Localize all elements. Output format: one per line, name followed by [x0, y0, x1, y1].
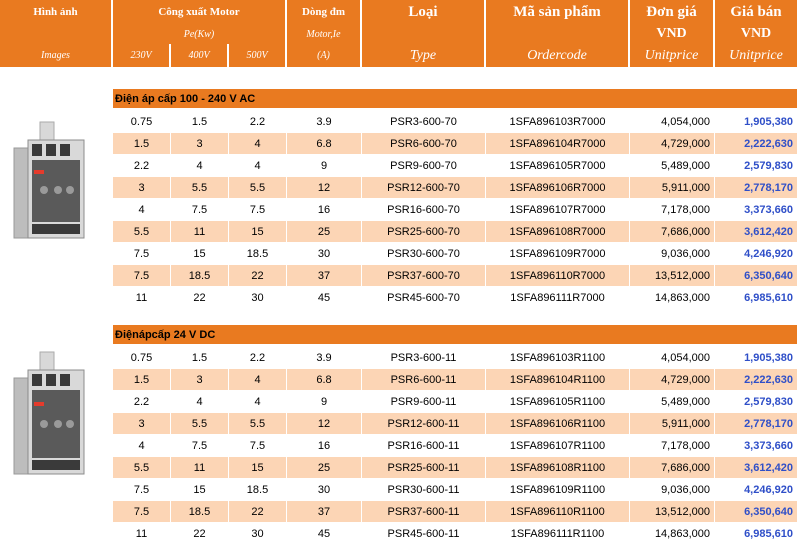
cell-unit-price: 9,036,000: [630, 243, 715, 264]
cell-230v: 4: [113, 435, 171, 456]
cell-unit-price: 4,729,000: [630, 133, 715, 154]
section-title: Điệnápcấp 24 V DC: [113, 325, 797, 344]
table-row: [113, 199, 797, 220]
cell-230v: 4: [113, 199, 171, 220]
cell-ordercode: 1SFA896104R7000: [486, 133, 630, 154]
cell-unit-price: 5,911,000: [630, 177, 715, 198]
cell-500v: 22: [229, 265, 287, 286]
header-row-titles: [0, 0, 797, 24]
table-row: [113, 347, 797, 368]
cell-400v: 22: [171, 523, 229, 544]
header-current-unit: Motor,Ie: [287, 24, 362, 44]
header-400v: 400V: [171, 44, 229, 67]
cell-ordercode: 1SFA896105R7000: [486, 155, 630, 176]
cell-400v: 11: [171, 221, 229, 242]
cell-current: 12: [287, 177, 362, 198]
cell-400v: 3: [171, 133, 229, 154]
cell-unit-price: 7,178,000: [630, 199, 715, 220]
cell-230v: 3: [113, 413, 171, 434]
cell-sale-price: 2,778,170: [744, 417, 793, 430]
cell-500v: 2.2: [229, 347, 287, 368]
cell-ordercode: 1SFA896110R1100: [486, 501, 630, 522]
cell-ordercode: 1SFA896111R7000: [486, 287, 630, 308]
header-image: Hình ảnh: [0, 0, 113, 24]
table-row: [113, 479, 797, 500]
header-code-blank: [486, 24, 630, 44]
cell-ordercode: 1SFA896111R1100: [486, 523, 630, 544]
cell-sale-price: 4,246,920: [744, 483, 793, 496]
header-saleprice-en: Unitprice: [715, 44, 797, 67]
cell-500v: 5.5: [229, 177, 287, 198]
cell-type: PSR9-600-70: [362, 155, 486, 176]
cell-type: PSR12-600-70: [362, 177, 486, 198]
table-row: [113, 155, 797, 176]
cell-sale-price: 3,612,420: [744, 225, 793, 238]
cell-230v: 11: [113, 523, 171, 544]
cell-type: PSR37-600-70: [362, 265, 486, 286]
cell-400v: 22: [171, 287, 229, 308]
cell-ordercode: 1SFA896106R1100: [486, 413, 630, 434]
header-images-en: Images: [0, 44, 113, 67]
cell-500v: 4: [229, 133, 287, 154]
table-row: [113, 111, 797, 132]
cell-sale-price: 6,350,640: [744, 505, 793, 518]
cell-230v: 2.2: [113, 391, 171, 412]
header-type: Loại: [362, 0, 486, 24]
cell-current: 6.8: [287, 369, 362, 390]
header-motor-power: Công xuất Motor: [113, 0, 287, 24]
cell-type: PSR25-600-70: [362, 221, 486, 242]
cell-500v: 15: [229, 221, 287, 242]
cell-400v: 5.5: [171, 177, 229, 198]
header-unit-price: Đơn giá: [630, 0, 715, 24]
cell-current: 45: [287, 523, 362, 544]
cell-230v: 2.2: [113, 155, 171, 176]
cell-230v: 11: [113, 287, 171, 308]
cell-sale-price: 6,985,610: [744, 527, 793, 540]
cell-500v: 18.5: [229, 243, 287, 264]
table-row: [113, 369, 797, 390]
cell-type: PSR30-600-70: [362, 243, 486, 264]
cell-type: PSR37-600-11: [362, 501, 486, 522]
cell-sale-price: 2,222,630: [744, 137, 793, 150]
cell-unit-price: 9,036,000: [630, 479, 715, 500]
header-row-units: [0, 24, 797, 44]
cell-unit-price: 7,178,000: [630, 435, 715, 456]
cell-unit-price: 4,054,000: [630, 347, 715, 368]
cell-type: PSR25-600-11: [362, 457, 486, 478]
cell-sale-price: 2,579,830: [744, 159, 793, 172]
header-type-en: Type: [362, 44, 486, 67]
cell-current: 9: [287, 391, 362, 412]
cell-current: 3.9: [287, 111, 362, 132]
cell-sale-price: 6,985,610: [744, 291, 793, 304]
cell-current: 37: [287, 501, 362, 522]
cell-230v: 7.5: [113, 479, 171, 500]
cell-ordercode: 1SFA896107R1100: [486, 435, 630, 456]
cell-400v: 11: [171, 457, 229, 478]
cell-230v: 5.5: [113, 457, 171, 478]
cell-sale-price: 3,373,660: [744, 203, 793, 216]
cell-current: 45: [287, 287, 362, 308]
cell-ordercode: 1SFA896107R7000: [486, 199, 630, 220]
cell-type: PSR16-600-11: [362, 435, 486, 456]
cell-ordercode: 1SFA896103R1100: [486, 347, 630, 368]
header-sale-currency: VND: [715, 24, 797, 44]
cell-sale-price: 2,579,830: [744, 395, 793, 408]
cell-400v: 1.5: [171, 347, 229, 368]
cell-ordercode: 1SFA896103R7000: [486, 111, 630, 132]
cell-unit-price: 4,729,000: [630, 369, 715, 390]
cell-type: PSR3-600-70: [362, 111, 486, 132]
cell-type: PSR6-600-11: [362, 369, 486, 390]
cell-unit-price: 7,686,000: [630, 457, 715, 478]
cell-current: 3.9: [287, 347, 362, 368]
header-ampere: (A): [287, 44, 362, 67]
cell-230v: 0.75: [113, 347, 171, 368]
cell-500v: 30: [229, 523, 287, 544]
table-row: [113, 243, 797, 264]
cell-sale-price: 6,350,640: [744, 269, 793, 282]
cell-400v: 1.5: [171, 111, 229, 132]
soft-starter-dc-image: [10, 350, 102, 485]
cell-type: PSR45-600-11: [362, 523, 486, 544]
cell-unit-price: 5,911,000: [630, 413, 715, 434]
cell-sale-price: 1,905,380: [744, 115, 793, 128]
cell-current: 16: [287, 199, 362, 220]
cell-ordercode: 1SFA896108R7000: [486, 221, 630, 242]
cell-type: PSR9-600-11: [362, 391, 486, 412]
table-row: [113, 523, 797, 544]
header-row-english: [0, 44, 797, 67]
cell-current: 37: [287, 265, 362, 286]
cell-500v: 4: [229, 155, 287, 176]
cell-500v: 18.5: [229, 479, 287, 500]
cell-500v: 30: [229, 287, 287, 308]
cell-500v: 22: [229, 501, 287, 522]
cell-230v: 3: [113, 177, 171, 198]
cell-sale-price: 2,778,170: [744, 181, 793, 194]
table-row: [113, 265, 797, 286]
cell-500v: 15: [229, 457, 287, 478]
cell-500v: 7.5: [229, 199, 287, 220]
cell-unit-price: 14,863,000: [630, 523, 715, 544]
header-sale-price: Giá bán: [715, 0, 797, 24]
cell-current: 12: [287, 413, 362, 434]
cell-400v: 4: [171, 391, 229, 412]
cell-400v: 5.5: [171, 413, 229, 434]
table-row: [113, 435, 797, 456]
table-row: [113, 287, 797, 308]
cell-230v: 7.5: [113, 501, 171, 522]
cell-230v: 1.5: [113, 369, 171, 390]
cell-400v: 3: [171, 369, 229, 390]
cell-ordercode: 1SFA896109R7000: [486, 243, 630, 264]
cell-type: PSR3-600-11: [362, 347, 486, 368]
table-row: [113, 501, 797, 522]
cell-ordercode: 1SFA896108R1100: [486, 457, 630, 478]
table-header: [0, 0, 797, 67]
cell-current: 9: [287, 155, 362, 176]
cell-unit-price: 14,863,000: [630, 287, 715, 308]
cell-400v: 15: [171, 479, 229, 500]
table-row: [113, 133, 797, 154]
soft-starter-ac-image: [10, 118, 102, 248]
header-unit-currency: VND: [630, 24, 715, 44]
cell-500v: 2.2: [229, 111, 287, 132]
header-500v: 500V: [229, 44, 287, 67]
cell-current: 6.8: [287, 133, 362, 154]
cell-unit-price: 7,686,000: [630, 221, 715, 242]
cell-type: PSR45-600-70: [362, 287, 486, 308]
cell-unit-price: 13,512,000: [630, 265, 715, 286]
cell-unit-price: 5,489,000: [630, 391, 715, 412]
table-row: [113, 457, 797, 478]
cell-500v: 7.5: [229, 435, 287, 456]
cell-type: PSR6-600-70: [362, 133, 486, 154]
cell-sale-price: 2,222,630: [744, 373, 793, 386]
cell-sale-price: 1,905,380: [744, 351, 793, 364]
cell-type: PSR16-600-70: [362, 199, 486, 220]
table-row: [113, 413, 797, 434]
header-ordercode-en: Ordercode: [486, 44, 630, 67]
cell-230v: 7.5: [113, 243, 171, 264]
cell-unit-price: 5,489,000: [630, 155, 715, 176]
cell-400v: 15: [171, 243, 229, 264]
cell-unit-price: 4,054,000: [630, 111, 715, 132]
header-rated-current: Dòng đm: [287, 0, 362, 24]
cell-500v: 4: [229, 369, 287, 390]
cell-current: 25: [287, 221, 362, 242]
cell-type: PSR12-600-11: [362, 413, 486, 434]
cell-ordercode: 1SFA896109R1100: [486, 479, 630, 500]
header-unitprice-en: Unitprice: [630, 44, 715, 67]
header-230v: 230V: [113, 44, 171, 67]
cell-ordercode: 1SFA896110R7000: [486, 265, 630, 286]
cell-sale-price: 3,612,420: [744, 461, 793, 474]
cell-current: 25: [287, 457, 362, 478]
cell-ordercode: 1SFA896106R7000: [486, 177, 630, 198]
cell-400v: 18.5: [171, 501, 229, 522]
cell-230v: 5.5: [113, 221, 171, 242]
cell-current: 16: [287, 435, 362, 456]
header-product-code: Mã sản phẩm: [486, 0, 630, 24]
cell-400v: 7.5: [171, 435, 229, 456]
cell-230v: 0.75: [113, 111, 171, 132]
header-power-unit: Pe(Kw): [113, 24, 287, 44]
cell-type: PSR30-600-11: [362, 479, 486, 500]
cell-230v: 1.5: [113, 133, 171, 154]
cell-sale-price: 3,373,660: [744, 439, 793, 452]
cell-500v: 5.5: [229, 413, 287, 434]
cell-230v: 7.5: [113, 265, 171, 286]
table-row: [113, 391, 797, 412]
cell-ordercode: 1SFA896105R1100: [486, 391, 630, 412]
section-title: Điện áp cấp 100 - 240 V AC: [113, 89, 797, 108]
cell-unit-price: 13,512,000: [630, 501, 715, 522]
cell-current: 30: [287, 479, 362, 500]
table-row: [113, 177, 797, 198]
cell-sale-price: 4,246,920: [744, 247, 793, 260]
cell-current: 30: [287, 243, 362, 264]
header-type-blank: [362, 24, 486, 44]
cell-ordercode: 1SFA896104R1100: [486, 369, 630, 390]
cell-500v: 4: [229, 391, 287, 412]
cell-400v: 4: [171, 155, 229, 176]
cell-400v: 7.5: [171, 199, 229, 220]
table-row: [113, 221, 797, 242]
cell-400v: 18.5: [171, 265, 229, 286]
header-image-blank: [0, 24, 113, 44]
